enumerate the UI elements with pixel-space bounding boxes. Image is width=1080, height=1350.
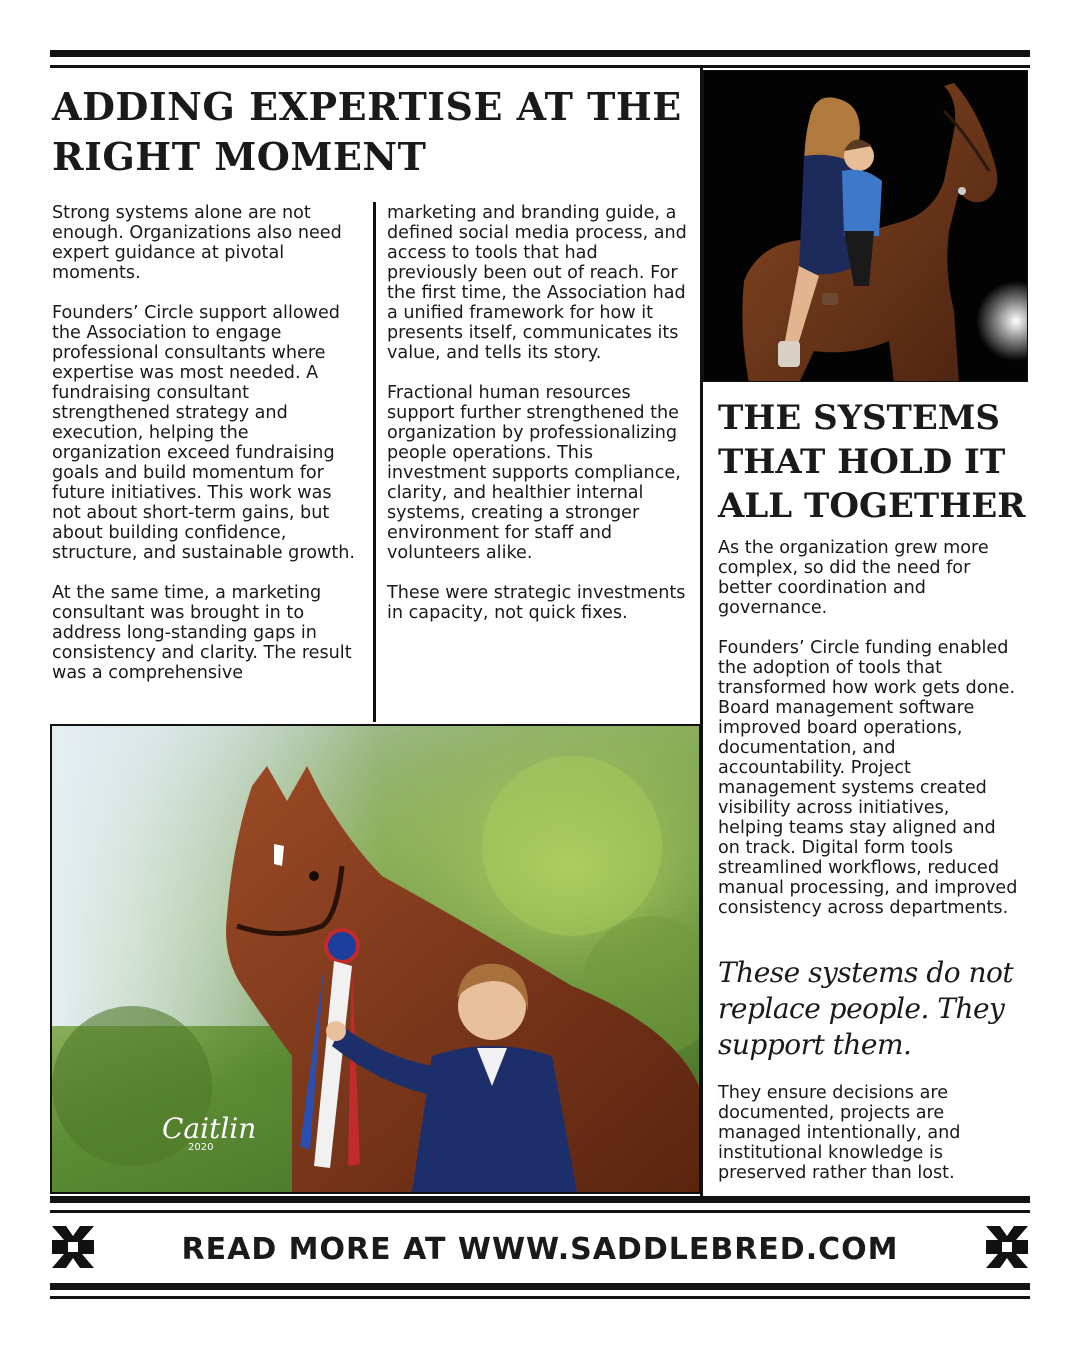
paragraph: Founders’ Circle support allowed the Association to engage professional consultants where expertise was most needed. A fundraising consultant strengthened strategy and execution, helping the organization exceed fundraising goals and build momentum for future initiatives. This work was not about short-term gains, but about building confidence, structure, and sustainable growth. [52, 303, 355, 563]
sidebar-title: THE SYSTEMS THAT HOLD IT ALL TOGETHER [718, 398, 1026, 526]
sidebar-closing [718, 1083, 1018, 1203]
article-column-2 [387, 203, 692, 643]
paragraph: marketing and branding guide, a defined social media process, and access to tools that had previously been out of reach. For the first time, the Association had a unified framework for how it presents itself, communicates its value, and tells its story. [387, 203, 687, 363]
paragraph: Founders’ Circle funding enabled the adoption of tools that transformed how work gets done. Board management software improved board operations, documentation, and accountability. Project management systems created visibility across initiatives, helping teams stay aligned and on track. Digital form tools streamlined workflows, reduced manual processing, and improved consistency across departments. [718, 638, 1018, 918]
paragraph: Fractional human resources support further strengthened the organization by professionalizing people operations. This investment supports compliance, clarity, and healthier internal systems, creating a stronger environment for staff and volunteers alike. [387, 383, 681, 563]
photo-illustration [52, 726, 699, 1192]
top-rule-thick [50, 50, 1030, 57]
photographer-signature: Caitlin [162, 1112, 257, 1145]
x-ornament-icon [50, 1224, 96, 1270]
footer-rule-thin-top [50, 1210, 1030, 1213]
photo-illustration [704, 71, 1028, 382]
pull-quote: These systems do not replace people. They support them. [718, 956, 1014, 1061]
x-ornament-icon [984, 1224, 1030, 1270]
paragraph: At the same time, a marketing consultant was brought in to address long-standing gaps in consistency and clarity. The result was a comprehensive [52, 583, 352, 683]
photographer-year: 2020 [188, 1142, 214, 1153]
rider-with-child-on-horse-photo [703, 70, 1028, 382]
paragraph: Strong systems alone are not enough. Organizations also need expert guidance at pivotal moments. [52, 203, 342, 283]
top-rule-thin [50, 65, 1030, 68]
paragraph: As the organization grew more complex, so did the need for better coordination and governance. [718, 538, 989, 618]
footer-rule-thick-bottom [50, 1283, 1030, 1290]
article-title: ADDING EXPERTISE AT THE RIGHT MOMENT [52, 84, 682, 179]
read-more-link[interactable]: READ MORE AT WWW.SADDLEBRED.COM [181, 1232, 899, 1267]
girl-with-champion-horse-photo [50, 724, 701, 1194]
article-column-1 [52, 203, 362, 703]
column-divider [373, 202, 376, 722]
footer-rule-thick-top [50, 1196, 1030, 1203]
footer-rule-thin-bottom [50, 1296, 1030, 1299]
paragraph: They ensure decisions are documented, projects are managed intentionally, and institutional knowledge is preserved rather than lost. [718, 1083, 961, 1183]
paragraph: These were strategic investments in capacity, not quick fixes. [387, 583, 686, 623]
sidebar-body [718, 538, 1018, 938]
